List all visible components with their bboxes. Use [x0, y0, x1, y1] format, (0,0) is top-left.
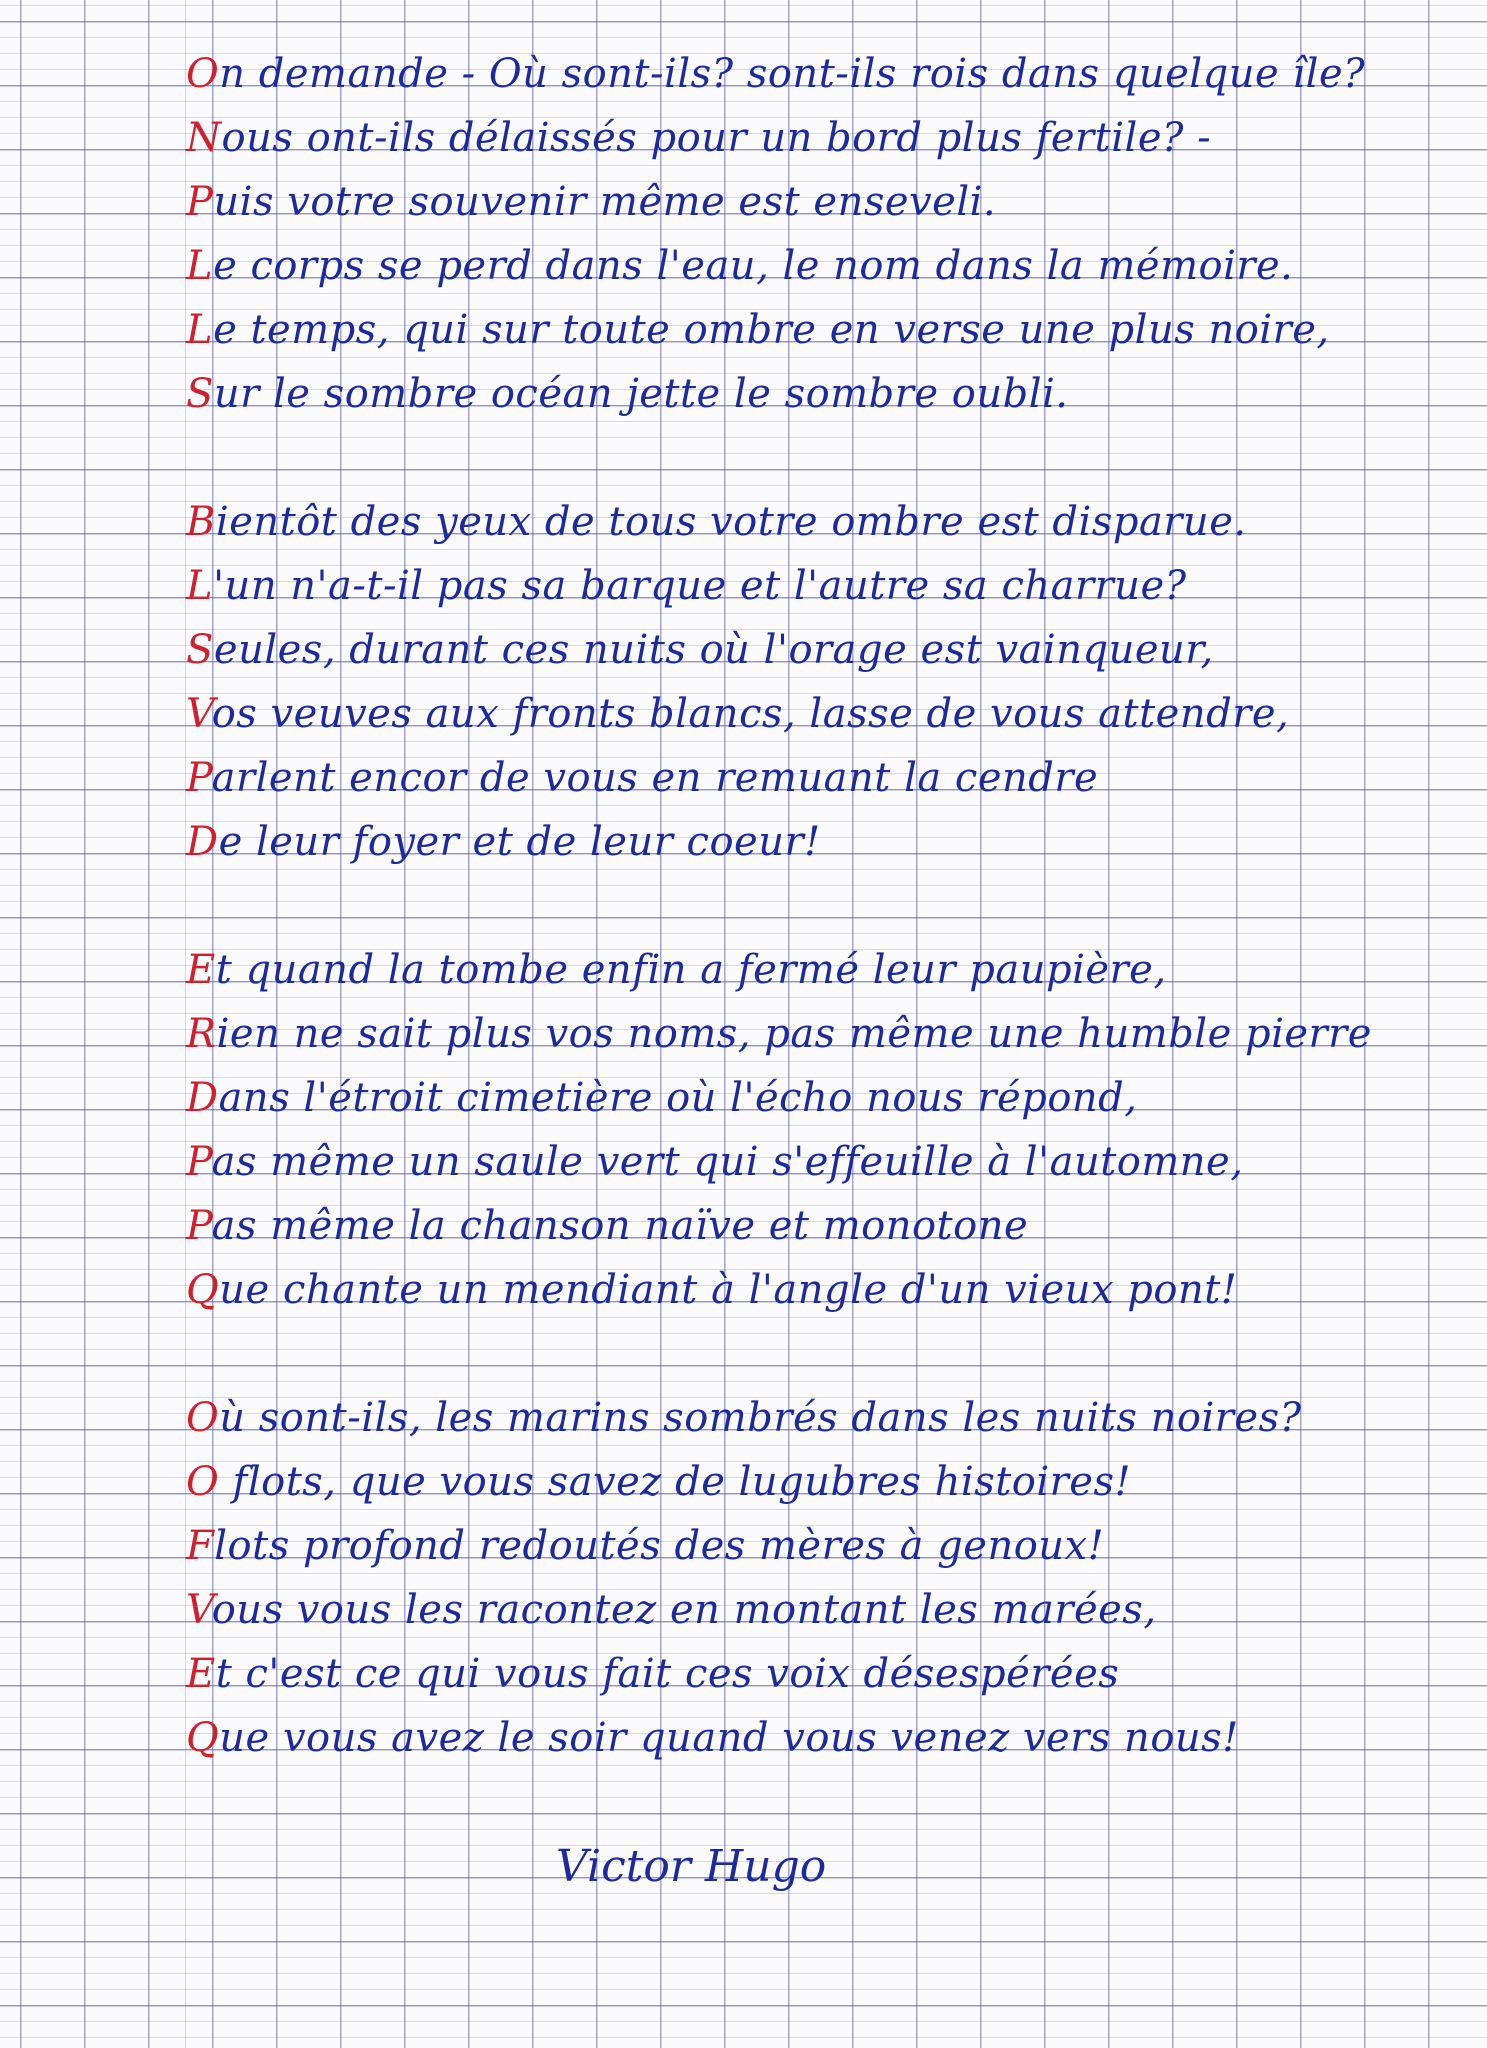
verse-line — [186, 362, 1466, 426]
verse-initial: E — [186, 1651, 216, 1697]
verse-line — [186, 490, 1466, 554]
verse-line — [186, 618, 1466, 682]
verse-text: e corps se perd dans l'eau, le nom dans la mémoire. — [213, 243, 1294, 289]
verse-line — [186, 1706, 1466, 1770]
verse-text: t quand la tombe enfin a fermé leur paupière, — [215, 947, 1167, 993]
stanza-1 — [186, 42, 1466, 426]
verse-line — [186, 1578, 1466, 1642]
verse-text: flots, que vous savez de lugubres histoires! — [219, 1459, 1132, 1505]
verse-line — [186, 1194, 1466, 1258]
author-signature: Victor Hugo — [556, 1841, 827, 1892]
verse-initial: D — [186, 819, 219, 865]
verse-text: as même un saule vert qui s'effeuille à l'automne, — [211, 1139, 1244, 1185]
stanza-3 — [186, 938, 1466, 1322]
verse-text: eules, durant ces nuits où l'orage est vainqueur, — [213, 627, 1214, 673]
verse-line — [186, 42, 1466, 106]
verse-line — [186, 746, 1466, 810]
verse-text: ien ne sait plus vos noms, pas même une humble pierre — [216, 1011, 1372, 1057]
verse-initial: V — [186, 691, 212, 737]
verse-initial: O — [186, 51, 220, 97]
verse-initial: R — [186, 1011, 217, 1057]
verse-text: e leur foyer et de leur coeur! — [218, 819, 821, 865]
stanza-2 — [186, 490, 1466, 874]
verse-initial: N — [186, 115, 222, 161]
verse-initial: Q — [186, 1267, 220, 1313]
verse-text: n demande - Où sont-ils? sont-ils rois dans quelque île? — [219, 51, 1366, 97]
verse-initial: F — [186, 1523, 215, 1569]
verse-initial: L — [186, 307, 214, 353]
verse-line — [186, 1130, 1466, 1194]
verse-text: ue chante un mendiant à l'angle d'un vieux pont! — [219, 1267, 1238, 1313]
verse-initial: O — [186, 1395, 220, 1441]
verse-initial: E — [186, 947, 216, 993]
verse-line — [186, 1450, 1466, 1514]
verse-text: os veuves aux fronts blancs, lasse de vous attendre, — [211, 691, 1290, 737]
verse-text: ous vous les racontez en montant les marées, — [211, 1587, 1157, 1633]
verse-initial: P — [186, 179, 214, 225]
verse-text: ans l'étroit cimetière où l'écho nous répond, — [218, 1075, 1138, 1121]
verse-text: ientôt des yeux de tous votre ombre est disparue. — [215, 499, 1247, 545]
verse-text: 'un n'a-t-il pas sa barque et l'autre sa charrue? — [213, 563, 1187, 609]
verse-text: ue vous avez le soir quand vous venez vers nous! — [219, 1715, 1239, 1761]
verse-initial: L — [186, 243, 214, 289]
verse-line — [186, 298, 1466, 362]
verse-text: ù sont-ils, les marins sombrés dans les nuits noires? — [219, 1395, 1302, 1441]
verse-initial: S — [186, 371, 214, 417]
verse-line — [186, 1066, 1466, 1130]
verse-line — [186, 234, 1466, 298]
verse-line — [186, 1642, 1466, 1706]
verse-line — [186, 1002, 1466, 1066]
stanza-4 — [186, 1386, 1466, 1770]
verse-text: uis votre souvenir même est enseveli. — [213, 179, 997, 225]
verse-line — [186, 554, 1466, 618]
verse-initial: O — [186, 1459, 220, 1505]
verse-initial: B — [186, 499, 216, 545]
verse-text: as même la chanson naïve et monotone — [211, 1203, 1029, 1249]
verse-line — [186, 682, 1466, 746]
verse-initial: L — [186, 563, 214, 609]
poem — [186, 42, 1466, 1770]
verse-initial: V — [186, 1587, 212, 1633]
verse-text: lots profond redoutés des mères à genoux! — [214, 1523, 1105, 1569]
verse-initial: Q — [186, 1715, 220, 1761]
verse-line — [186, 170, 1466, 234]
verse-initial: P — [186, 1203, 212, 1249]
verse-line — [186, 1258, 1466, 1322]
verse-line — [186, 938, 1466, 1002]
verse-text: t c'est ce qui vous fait ces voix désespérées — [215, 1651, 1120, 1697]
verse-text: ous ont-ils délaissés pour un bord plus fertile? - — [221, 115, 1212, 161]
verse-line — [186, 1386, 1466, 1450]
verse-initial: D — [186, 1075, 219, 1121]
verse-text: arlent encor de vous en remuant la cendre — [211, 755, 1099, 801]
verse-text: ur le sombre océan jette le sombre oubli. — [213, 371, 1069, 417]
verse-initial: P — [186, 755, 212, 801]
verse-initial: P — [186, 1139, 212, 1185]
verse-initial: S — [186, 627, 214, 673]
verse-text: e temps, qui sur toute ombre en verse une plus noire, — [213, 307, 1330, 353]
verse-line — [186, 810, 1466, 874]
verse-line — [186, 106, 1466, 170]
verse-line — [186, 1514, 1466, 1578]
